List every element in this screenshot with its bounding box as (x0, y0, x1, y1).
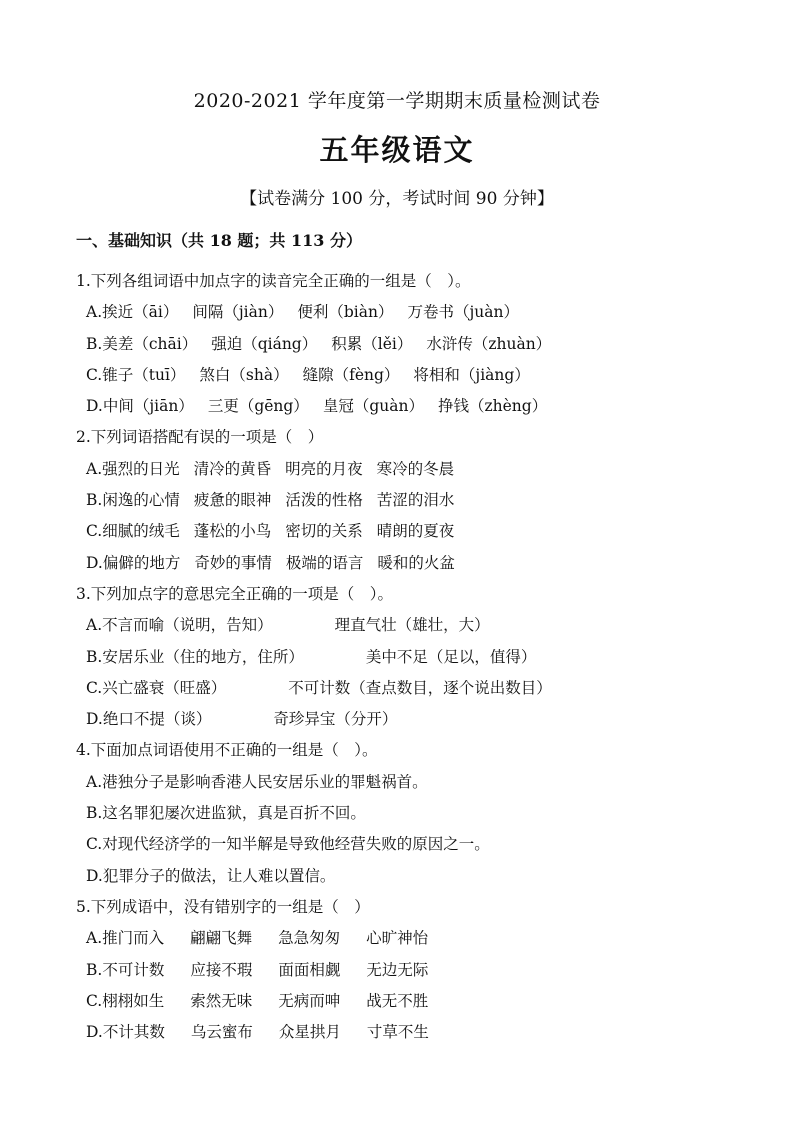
option-item: 绝口不提（谈） (102, 710, 212, 729)
answer-option (76, 548, 736, 579)
option-letter: C. (86, 678, 103, 697)
option-item: 兴亡盛衰（旺盛） (102, 678, 227, 697)
question-stem: 2.下列词语搭配有误的一项是（ ） (76, 428, 324, 447)
option-item: 不可计数（查点数目，逐个说出数目） (288, 678, 552, 697)
option-item: 三更（gēng） (207, 397, 309, 416)
option-item: 水浒传（zhuàn） (426, 334, 552, 353)
option-item: 皇冠（guàn） (322, 397, 424, 416)
option-letter: B. (86, 647, 103, 666)
option-item: 犯罪分子的做法，让人难以置信。 (102, 866, 336, 885)
option-item: 奇珍异宝（分开） (273, 710, 398, 729)
option-letter: A. (86, 459, 103, 478)
answer-option (76, 485, 736, 516)
answer-option (76, 767, 736, 798)
option-item: 不计其数 (102, 1023, 165, 1042)
question-stem: 4.下面加点词语使用不正确的一组是（ ）。 (76, 741, 378, 760)
option-item: 煞白（shà） (199, 365, 289, 384)
option-letter: B. (86, 804, 103, 823)
option-item: 面面相觑 (278, 960, 341, 979)
option-item: 将相和（jiàng） (413, 365, 530, 384)
option-item: 蓬松的小鸟 (193, 522, 272, 541)
option-item: 锥子（tuī） (102, 365, 186, 384)
option-item: 寸草不生 (366, 1023, 429, 1042)
option-letter: D. (86, 397, 103, 416)
question-list (76, 266, 736, 1048)
answer-option (76, 704, 736, 735)
option-item: 应接不瑕 (190, 960, 253, 979)
question-stem: 1.下列各组词语中加点字的读音完全正确的一组是（ ）。 (76, 272, 471, 290)
option-item: 暖和的火盆 (377, 553, 455, 572)
option-item: 港独分子是影响香港人民安居乐业的罪魁祸首。 (102, 772, 428, 791)
option-item: 不可计数 (102, 960, 165, 979)
answer-option (76, 329, 736, 360)
option-item: 这名罪犯屡次进监狱，真是百折不回。 (102, 804, 366, 823)
answer-option (76, 955, 736, 986)
option-letter: C. (86, 365, 103, 384)
option-item: 无病而呻 (278, 991, 341, 1010)
option-item: 密切的关系 (285, 522, 363, 541)
option-item: 苦涩的泪水 (376, 491, 455, 510)
option-letter: C. (86, 522, 103, 541)
option-item: 乌云蜜布 (190, 1023, 253, 1042)
option-letter: A. (86, 772, 103, 791)
exam-info: 【试卷满分 100 分，考试时间 90 分钟】 (240, 189, 554, 209)
answer-option (76, 861, 736, 892)
main-title: 五年级语文 (319, 133, 475, 167)
option-item: 挣钱（zhèng） (437, 397, 548, 416)
answer-option (76, 391, 736, 422)
option-item: 安居乐业（住的地方，住所） (102, 647, 304, 666)
option-item: 强迫（qiáng） (211, 334, 318, 353)
answer-option (76, 923, 736, 954)
option-letter: A. (86, 303, 103, 322)
answer-option (76, 360, 736, 391)
option-letter: B. (86, 491, 103, 510)
answer-option (76, 516, 736, 547)
option-letter: D. (86, 866, 103, 885)
option-item: 美差（chāi） (102, 334, 198, 353)
option-item: 众星拱月 (278, 1023, 341, 1042)
question-stem: 3.下列加点字的意思完全正确的一项是（ ）。 (76, 584, 394, 603)
option-letter: A. (86, 929, 103, 948)
option-item: 不言而喻（说明，告知） (102, 616, 273, 635)
exam-title: 2020-2021 学年度第一学期期末质量检测试卷 (193, 90, 601, 112)
option-item: 急急匆匆 (278, 929, 341, 948)
option-item: 无边无际 (366, 960, 429, 979)
option-letter: D. (86, 710, 103, 729)
option-letter: B. (86, 960, 103, 979)
option-letter: A. (86, 616, 103, 635)
option-item: 强烈的日光 (102, 459, 180, 478)
option-item: 中间（jiān） (102, 397, 194, 416)
option-item: 奇妙的事情 (194, 553, 272, 572)
option-item: 推门而入 (102, 929, 165, 948)
option-item: 战无不胜 (366, 991, 429, 1010)
option-item: 明亮的月夜 (285, 459, 363, 478)
question-stem: 5.下列成语中，没有错别字的一组是（ ） (76, 897, 370, 916)
option-letter: C. (86, 991, 103, 1010)
option-item: 便利（biàn） (297, 303, 394, 322)
answer-option (76, 1017, 736, 1048)
option-item: 缝隙（fèng） (302, 365, 400, 384)
option-item: 极端的语言 (285, 553, 364, 572)
option-item: 积累（lěi） (331, 334, 413, 353)
option-item: 万卷书（juàn） (407, 303, 519, 322)
option-letter: B. (86, 334, 103, 353)
option-letter: D. (86, 1023, 103, 1042)
option-item: 活泼的性格 (285, 491, 363, 510)
option-item: 理直气壮（雄壮，大） (334, 616, 490, 635)
answer-option (76, 454, 736, 485)
option-letter: C. (86, 835, 103, 854)
option-item: 寒冷的冬晨 (376, 459, 455, 478)
answer-option (76, 673, 736, 704)
answer-option (76, 798, 736, 829)
option-item: 栩栩如生 (102, 991, 165, 1010)
answer-option (76, 642, 736, 673)
answer-option (76, 610, 736, 641)
section-heading: 一、基础知识（共 18 题；共 113 分） (76, 231, 362, 250)
answer-option (76, 829, 736, 860)
option-item: 间隔（jiàn） (192, 303, 284, 322)
option-item: 心旷神怡 (366, 929, 429, 948)
option-item: 挨近（āi） (102, 303, 179, 322)
option-item: 翩翩飞舞 (190, 929, 253, 948)
option-item: 对现代经济学的一知半解是导致他经营失败的原因之一。 (102, 835, 490, 854)
option-item: 美中不足（足以，值得） (365, 647, 537, 666)
option-item: 细腻的绒毛 (102, 522, 180, 541)
answer-option (76, 986, 736, 1017)
option-item: 偏僻的地方 (102, 553, 181, 572)
answer-option (76, 297, 736, 328)
option-item: 清冷的黄昏 (193, 459, 272, 478)
option-item: 晴朗的夏夜 (376, 522, 455, 541)
option-letter: D. (86, 553, 103, 572)
option-item: 闲逸的心情 (102, 491, 180, 510)
option-item: 疲惫的眼神 (193, 491, 272, 510)
option-item: 索然无味 (190, 991, 253, 1010)
